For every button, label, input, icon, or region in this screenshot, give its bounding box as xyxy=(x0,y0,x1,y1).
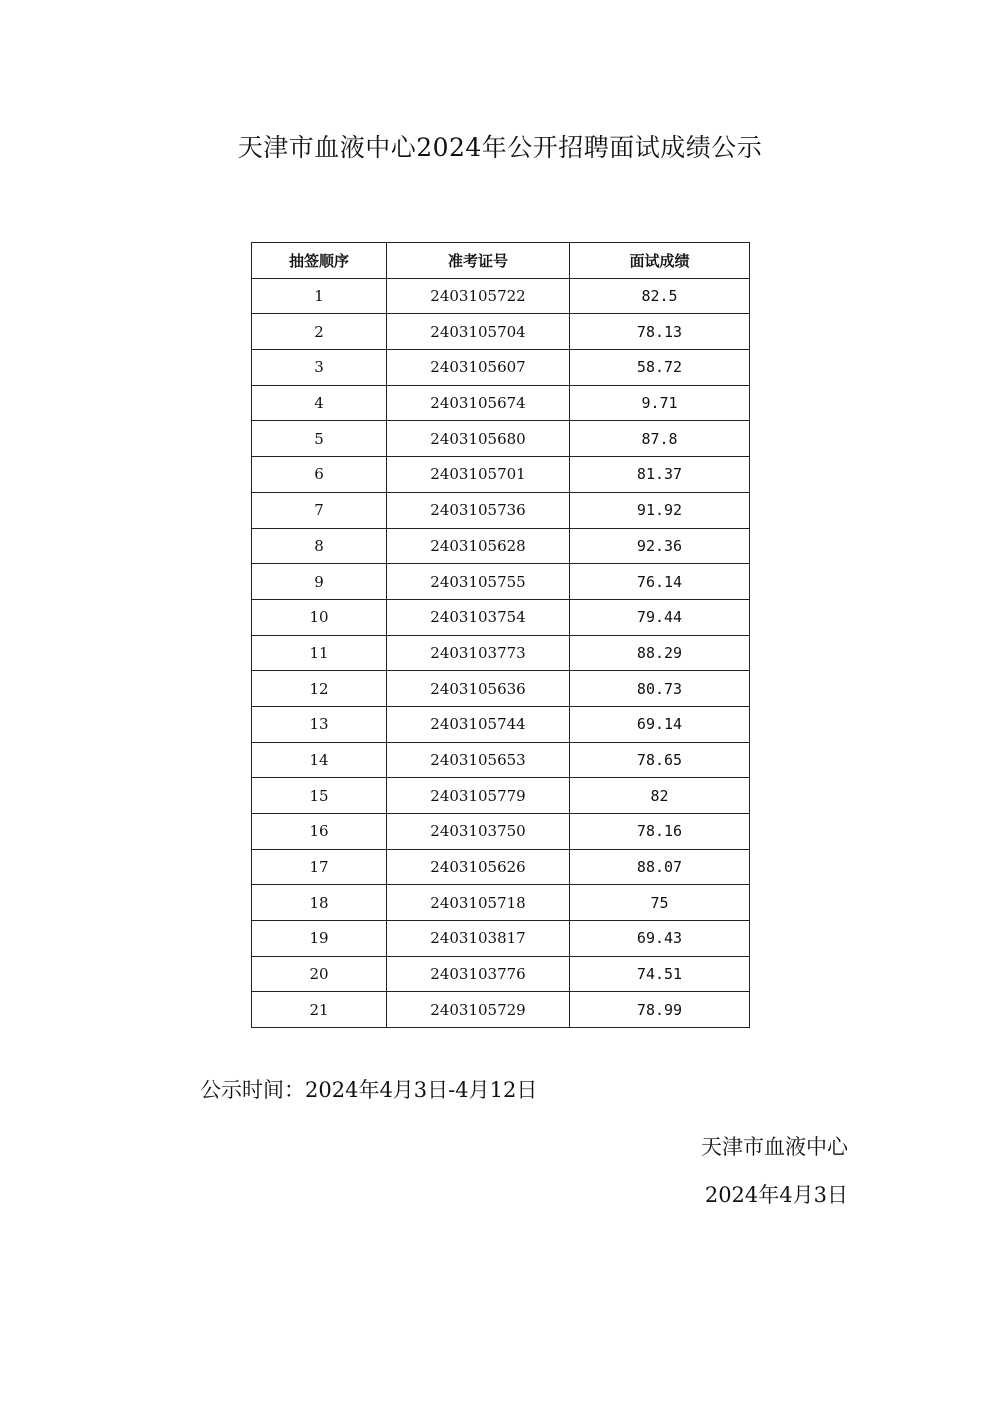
cell-draw-order: 10 xyxy=(252,599,387,635)
cell-exam-id: 2403105701 xyxy=(387,457,570,493)
cell-interview-score: 69.14 xyxy=(570,706,750,742)
cell-exam-id: 2403105704 xyxy=(387,314,570,350)
cell-draw-order: 3 xyxy=(252,350,387,386)
cell-interview-score: 82.5 xyxy=(570,278,750,314)
issuer-name: 天津市血液中心 xyxy=(701,1135,848,1159)
table-row xyxy=(252,956,750,992)
table-row xyxy=(252,921,750,957)
cell-interview-score: 81.37 xyxy=(570,457,750,493)
table-body xyxy=(252,278,750,1027)
cell-interview-score: 88.29 xyxy=(570,635,750,671)
cell-draw-order: 17 xyxy=(252,849,387,885)
table-row xyxy=(252,671,750,707)
cell-draw-order: 4 xyxy=(252,385,387,421)
cell-interview-score: 78.16 xyxy=(570,814,750,850)
cell-interview-score: 87.8 xyxy=(570,421,750,457)
cell-draw-order: 13 xyxy=(252,706,387,742)
header-draw-order: 抽签顺序 xyxy=(252,243,387,279)
cell-interview-score: 92.36 xyxy=(570,528,750,564)
table-row xyxy=(252,778,750,814)
cell-draw-order: 20 xyxy=(252,956,387,992)
interview-results-table xyxy=(251,242,750,1028)
table-row xyxy=(252,492,750,528)
cell-exam-id: 2403103754 xyxy=(387,599,570,635)
cell-draw-order: 5 xyxy=(252,421,387,457)
cell-interview-score: 78.99 xyxy=(570,992,750,1028)
table-row xyxy=(252,706,750,742)
table-row xyxy=(252,814,750,850)
cell-draw-order: 21 xyxy=(252,992,387,1028)
cell-interview-score: 82 xyxy=(570,778,750,814)
cell-draw-order: 9 xyxy=(252,564,387,600)
cell-exam-id: 2403105744 xyxy=(387,706,570,742)
cell-draw-order: 2 xyxy=(252,314,387,350)
cell-draw-order: 19 xyxy=(252,921,387,957)
table-row xyxy=(252,278,750,314)
document-title: 天津市血液中心2024年公开招聘面试成绩公示 xyxy=(237,133,763,162)
table-row xyxy=(252,528,750,564)
cell-interview-score: 80.73 xyxy=(570,671,750,707)
cell-exam-id: 2403105626 xyxy=(387,849,570,885)
table-header-row xyxy=(252,243,750,279)
cell-exam-id: 2403103773 xyxy=(387,635,570,671)
cell-interview-score: 69.43 xyxy=(570,921,750,957)
cell-exam-id: 2403105607 xyxy=(387,350,570,386)
cell-exam-id: 2403103776 xyxy=(387,956,570,992)
table-row xyxy=(252,385,750,421)
header-exam-id: 准考证号 xyxy=(387,243,570,279)
cell-draw-order: 15 xyxy=(252,778,387,814)
cell-draw-order: 6 xyxy=(252,457,387,493)
cell-exam-id: 2403103817 xyxy=(387,921,570,957)
cell-exam-id: 2403105628 xyxy=(387,528,570,564)
cell-interview-score: 9.71 xyxy=(570,385,750,421)
cell-interview-score: 79.44 xyxy=(570,599,750,635)
cell-draw-order: 18 xyxy=(252,885,387,921)
cell-draw-order: 1 xyxy=(252,278,387,314)
cell-interview-score: 58.72 xyxy=(570,350,750,386)
cell-exam-id: 2403105755 xyxy=(387,564,570,600)
table-row xyxy=(252,457,750,493)
cell-interview-score: 88.07 xyxy=(570,849,750,885)
table-row xyxy=(252,421,750,457)
cell-draw-order: 11 xyxy=(252,635,387,671)
cell-exam-id: 2403105718 xyxy=(387,885,570,921)
cell-exam-id: 2403103750 xyxy=(387,814,570,850)
issue-date: 2024年4月3日 xyxy=(704,1183,848,1207)
cell-exam-id: 2403105722 xyxy=(387,278,570,314)
table-row xyxy=(252,992,750,1028)
table-row xyxy=(252,314,750,350)
header-interview-score: 面试成绩 xyxy=(570,243,750,279)
table-row xyxy=(252,849,750,885)
cell-interview-score: 75 xyxy=(570,885,750,921)
table-row xyxy=(252,350,750,386)
cell-draw-order: 7 xyxy=(252,492,387,528)
cell-interview-score: 74.51 xyxy=(570,956,750,992)
table-row xyxy=(252,742,750,778)
cell-exam-id: 2403105736 xyxy=(387,492,570,528)
notice-period: 公示时间：2024年4月3日-4月12日 xyxy=(200,1078,538,1102)
cell-exam-id: 2403105653 xyxy=(387,742,570,778)
cell-interview-score: 91.92 xyxy=(570,492,750,528)
cell-interview-score: 76.14 xyxy=(570,564,750,600)
cell-draw-order: 12 xyxy=(252,671,387,707)
cell-exam-id: 2403105636 xyxy=(387,671,570,707)
cell-draw-order: 8 xyxy=(252,528,387,564)
cell-interview-score: 78.13 xyxy=(570,314,750,350)
cell-exam-id: 2403105674 xyxy=(387,385,570,421)
cell-exam-id: 2403105779 xyxy=(387,778,570,814)
cell-draw-order: 16 xyxy=(252,814,387,850)
cell-exam-id: 2403105729 xyxy=(387,992,570,1028)
table-row xyxy=(252,885,750,921)
table-row xyxy=(252,599,750,635)
cell-interview-score: 78.65 xyxy=(570,742,750,778)
table-row xyxy=(252,564,750,600)
cell-draw-order: 14 xyxy=(252,742,387,778)
table-row xyxy=(252,635,750,671)
cell-exam-id: 2403105680 xyxy=(387,421,570,457)
